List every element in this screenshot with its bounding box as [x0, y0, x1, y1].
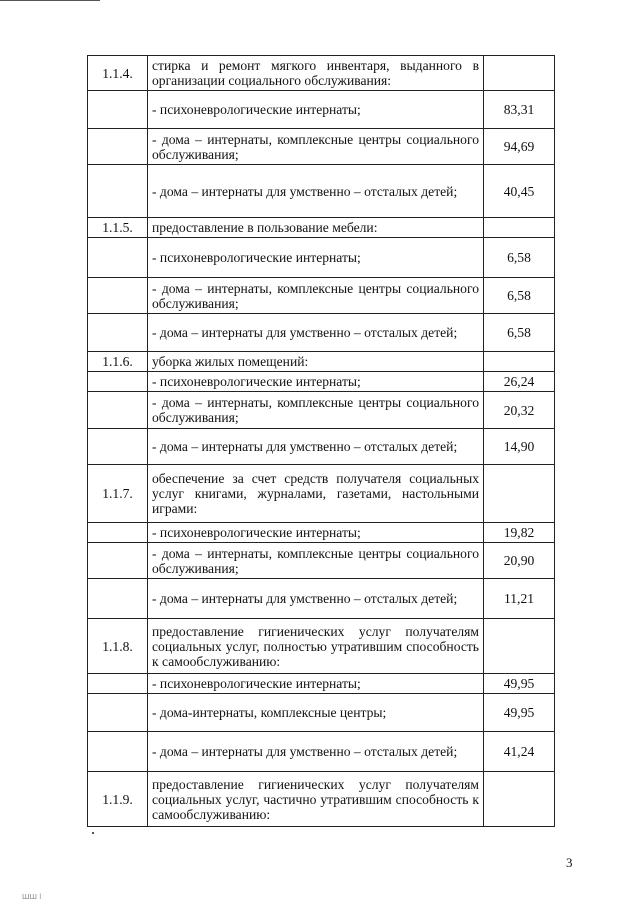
service-description: обеспечение за счет средств получателя социальных услуг книгами, журналами, газетами, настольными играми:: [148, 465, 484, 523]
tariff-value: [484, 619, 555, 674]
table-row: [88, 465, 555, 523]
tariff-value: [484, 218, 555, 238]
service-description: предоставление гигиенических услуг получателям социальных услуг, полностью утратившим способность к самообслуживанию:: [148, 619, 484, 674]
tariff-value: 14,90: [484, 429, 555, 465]
item-number: [88, 523, 148, 543]
table-row: [88, 772, 555, 827]
item-number: [88, 314, 148, 352]
item-number: 1.1.7.: [88, 465, 148, 523]
service-description: - психоневрологические интернаты;: [148, 674, 484, 694]
item-number: 1.1.4.: [88, 56, 148, 91]
table-row: [88, 218, 555, 238]
tariff-value: 6,58: [484, 278, 555, 314]
service-description: предоставление в пользование мебели:: [148, 218, 484, 238]
table-row: [88, 372, 555, 392]
table-row: [88, 523, 555, 543]
item-number: [88, 543, 148, 579]
service-description: - дома – интернаты для умственно – отсталых детей;: [148, 732, 484, 772]
service-description: - психоневрологические интернаты;: [148, 372, 484, 392]
tariff-value: 6,58: [484, 314, 555, 352]
table-row: [88, 392, 555, 429]
tariff-value: [484, 465, 555, 523]
tariff-value: 83,31: [484, 91, 555, 129]
item-number: [88, 674, 148, 694]
service-description: - психоневрологические интернаты;: [148, 91, 484, 129]
table-row: [88, 429, 555, 465]
item-number: 1.1.6.: [88, 352, 148, 372]
tariff-value: 41,24: [484, 732, 555, 772]
tariff-value: 20,90: [484, 543, 555, 579]
tariff-value: 94,69: [484, 129, 555, 165]
table-row: [88, 674, 555, 694]
item-number: [88, 579, 148, 619]
table-row: [88, 129, 555, 165]
item-number: [88, 238, 148, 278]
item-number: 1.1.5.: [88, 218, 148, 238]
tariff-value: 49,95: [484, 694, 555, 732]
table-row: [88, 165, 555, 218]
item-number: [88, 732, 148, 772]
tariff-value: 20,32: [484, 392, 555, 429]
table-row: [88, 579, 555, 619]
service-description: предоставление гигиенических услуг получателям социальных услуг, частично утратившим способность к самообслуживанию:: [148, 772, 484, 827]
tariff-value: [484, 352, 555, 372]
service-description: - дома-интернаты, комплексные центры;: [148, 694, 484, 732]
service-description: - психоневрологические интернаты;: [148, 523, 484, 543]
table-row: [88, 694, 555, 732]
item-number: [88, 278, 148, 314]
service-description: - дома – интернаты, комплексные центры социального обслуживания;: [148, 543, 484, 579]
tariff-value: 40,45: [484, 165, 555, 218]
table-row: [88, 352, 555, 372]
tariff-value: 26,24: [484, 372, 555, 392]
service-description: - дома – интернаты, комплексные центры социального обслуживания;: [148, 278, 484, 314]
item-number: [88, 694, 148, 732]
table-row: [88, 91, 555, 129]
table-row: [88, 314, 555, 352]
service-description: - дома – интернаты, комплексные центры социального обслуживания;: [148, 392, 484, 429]
tariff-value: 19,82: [484, 523, 555, 543]
tariff-value: [484, 772, 555, 827]
tariff-value: 49,95: [484, 674, 555, 694]
service-description: - дома – интернаты для умственно – отсталых детей;: [148, 165, 484, 218]
item-number: 1.1.9.: [88, 772, 148, 827]
table-row: [88, 619, 555, 674]
scan-mark: ШШ l: [22, 893, 42, 901]
tariff-table-body: [88, 56, 555, 827]
service-description: уборка жилых помещений:: [148, 352, 484, 372]
tariff-value: [484, 56, 555, 91]
item-number: [88, 91, 148, 129]
item-number: [88, 129, 148, 165]
tariff-value: 11,21: [484, 579, 555, 619]
service-description: - дома – интернаты для умственно – отсталых детей;: [148, 314, 484, 352]
service-description: - дома – интернаты для умственно – отсталых детей;: [148, 579, 484, 619]
page-number: 3: [566, 855, 573, 870]
item-number: [88, 429, 148, 465]
item-number: 1.1.8.: [88, 619, 148, 674]
table-row: [88, 238, 555, 278]
table-row: [88, 543, 555, 579]
item-number: [88, 165, 148, 218]
table-row: [88, 732, 555, 772]
item-number: [88, 392, 148, 429]
table-row: [88, 278, 555, 314]
tariff-value: 6,58: [484, 238, 555, 278]
item-number: [88, 372, 148, 392]
top-edge-rule: [0, 0, 100, 1]
service-description: - психоневрологические интернаты;: [148, 238, 484, 278]
service-description: - дома – интернаты для умственно – отсталых детей;: [148, 429, 484, 465]
table-row: [88, 56, 555, 91]
service-description: - дома – интернаты, комплексные центры социального обслуживания;: [148, 129, 484, 165]
tariff-table: [87, 55, 555, 827]
scan-speck: [92, 832, 94, 834]
service-description: стирка и ремонт мягкого инвентаря, выданного в организации социального обслуживания:: [148, 56, 484, 91]
